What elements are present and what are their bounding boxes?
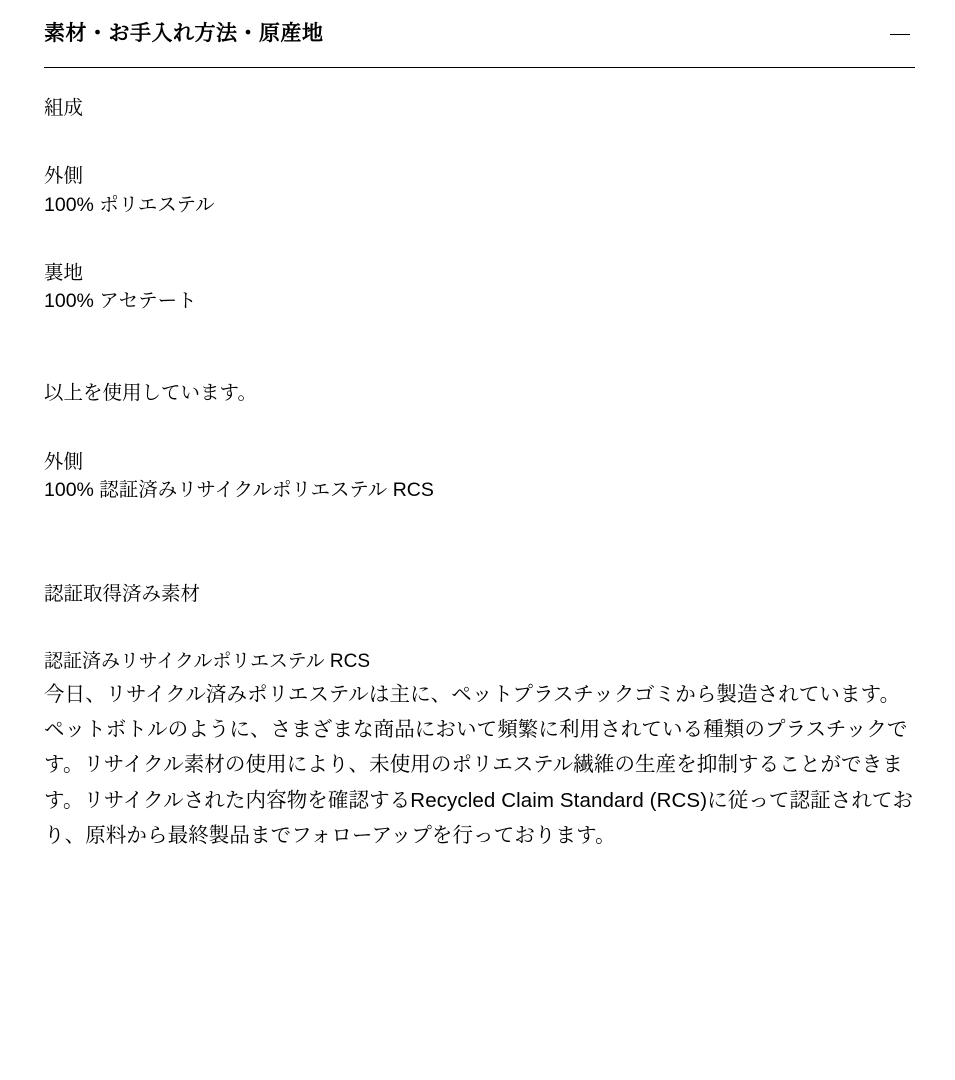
- spacer: [44, 122, 915, 162]
- accordion-content: [44, 68, 915, 853]
- spacer: [44, 608, 915, 648]
- certified-material-name: 認証済みリサイクルポリエステル RCS: [44, 651, 371, 673]
- page-title: 素材・お手入れ方法・原産地: [44, 21, 324, 45]
- composition-part-label-lining: 裏地: [44, 261, 84, 284]
- certified-material-description: 今日、リサイクル済みポリエステルは主に、ペットプラスチックゴミから製造されています。ペットボトルのように、さまざまな商品において頻繁に利用されている種類のプラスチックです。リサイクル素材の使用により、未使用のポリエステル繊維の生産を抑制することができます。リサイクルされた内容物を確認するRecycled Claim Standard (RCS)に従って認証されており、原料から最終製品までフォローアップを行っております。: [44, 682, 914, 847]
- spacer: [44, 408, 915, 448]
- spacer: [44, 315, 915, 379]
- recycled-part-label-outer: 外側: [44, 450, 84, 473]
- composition-part-label-outer: 外側: [44, 165, 84, 188]
- recycled-part-value-outer: 100% 認証済みリサイクルポリエステル RCS: [44, 478, 434, 501]
- composition-usage-note: 以上を使用しています。: [44, 382, 257, 405]
- certified-materials-heading: 認証取得済み素材: [44, 583, 201, 606]
- accordion-header[interactable]: [44, 0, 915, 68]
- spacer: [44, 504, 915, 580]
- spacer: [44, 219, 915, 259]
- minus-icon[interactable]: [887, 21, 913, 47]
- composition-part-value-outer: 100% ポリエステル: [44, 193, 215, 216]
- composition-part-value-lining: 100% アセテート: [44, 290, 197, 313]
- composition-heading: 組成: [44, 97, 84, 119]
